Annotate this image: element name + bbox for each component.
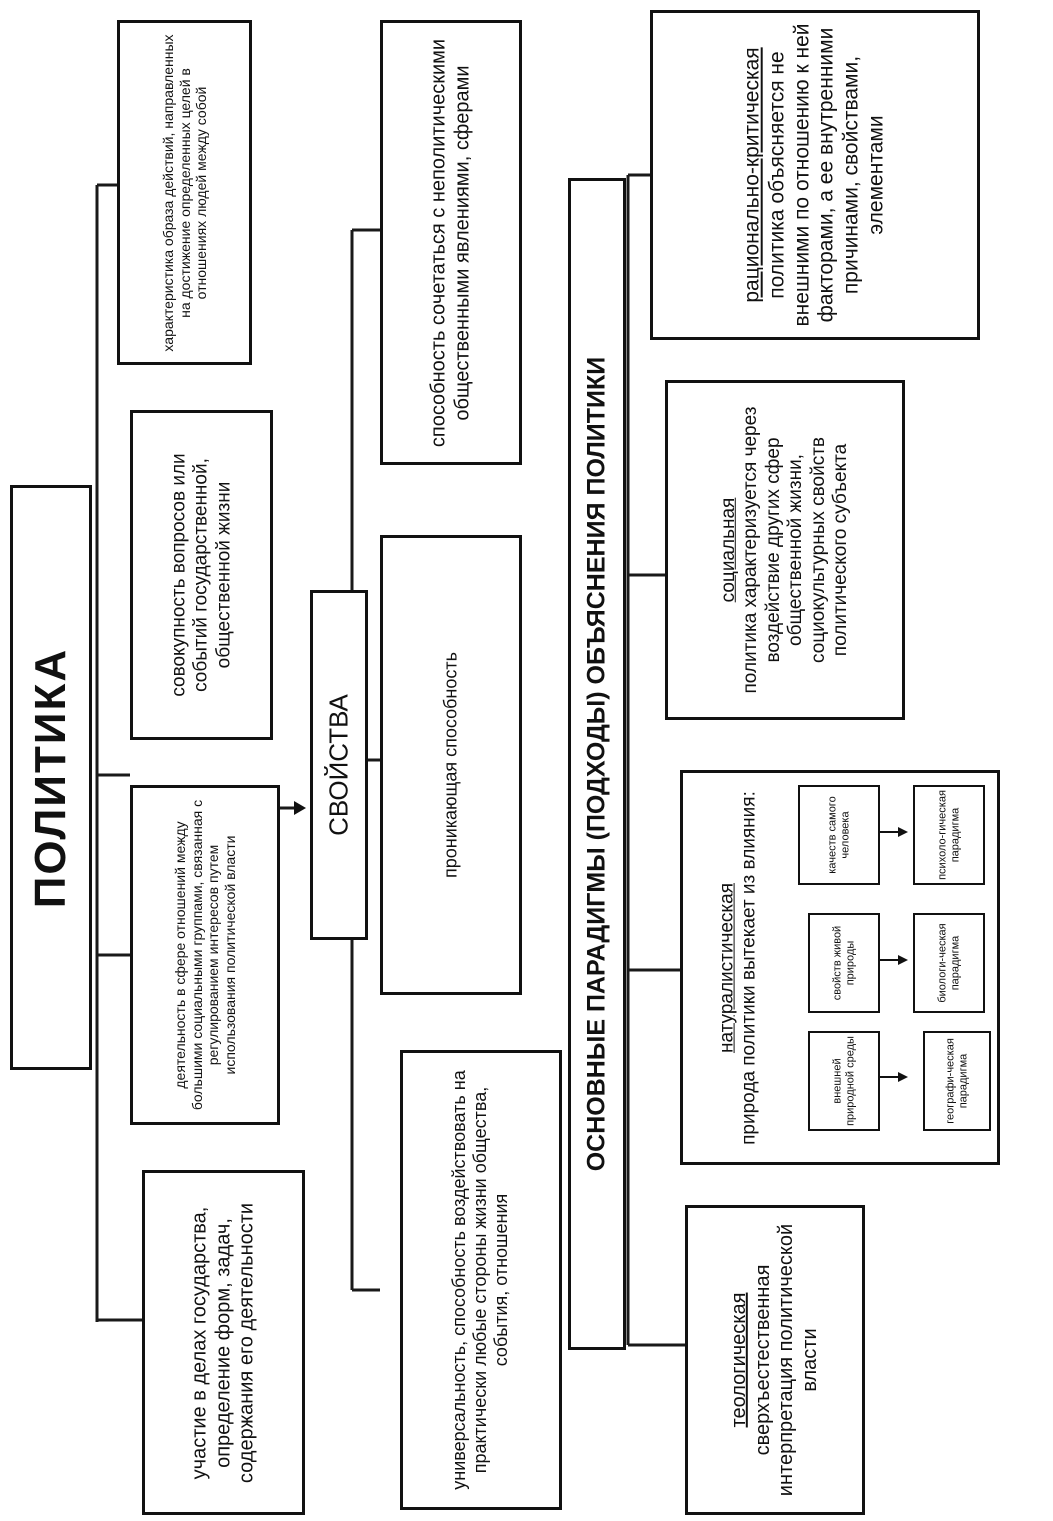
definition-text-2: деятельность в сфере отношений между большими социальными группами, связанная с регулированием интересов путем использования политической власти	[171, 799, 238, 1111]
properties-title-box	[310, 590, 368, 940]
title-text: ПОЛИТИКА	[26, 647, 76, 908]
paradigm-naturalistic-text: природа политики вытекает из влияния:	[739, 790, 760, 1145]
paradigm-theological-box	[685, 1205, 865, 1515]
paradigm-rational-critical-box	[650, 10, 980, 340]
property-box-3	[380, 20, 522, 465]
definition-text-3: совокупность вопросов или событий государственной, общественной жизни	[167, 453, 234, 697]
properties-title: СВОЙСТВА	[323, 694, 354, 836]
paradigm-theological-content	[728, 1215, 822, 1505]
title-box	[10, 485, 92, 1070]
paradigm-rational-critical-text: политика объясняется не внешними по отношению к ней факторами, а ее внутренними причинами, свойствами, элементами	[765, 23, 888, 327]
definition-box-1	[142, 1170, 305, 1515]
source-text-3: качеств самого человека	[826, 796, 851, 874]
paradigm-social-text: политика характеризуется через воздействие других сфер общественной жизни, социокультурных свойств политического субъекта	[740, 406, 851, 694]
definition-box-2	[130, 785, 280, 1125]
result-box-1	[923, 1031, 991, 1131]
property-text-1: универсальность, способность воздействовать на практически любые стороны жизни общества, события, отношения	[449, 1070, 512, 1490]
property-text-2: проникающая способность	[440, 652, 461, 878]
source-box-1	[808, 1031, 880, 1131]
paradigm-rational-critical-content	[741, 20, 890, 330]
property-text-3: способность сочетаться с неполитическими общественными явлениями, сферами	[427, 38, 473, 447]
paradigm-naturalistic-box	[680, 770, 1000, 1165]
paradigm-theological-text: сверхъестественная интерпретация политической власти	[751, 1223, 821, 1497]
paradigm-theological-name: теологическая	[727, 1292, 750, 1428]
definition-text-1: участие в делах государства, определение форм, задач, содержания его деятельности	[188, 1202, 258, 1483]
result-box-2	[913, 913, 985, 1013]
paradigm-rational-critical-name: рационально-критическая	[740, 47, 764, 303]
source-text-2: свойств живой природы	[831, 925, 856, 1001]
property-box-2	[380, 535, 522, 995]
result-text-1: географи-ческая парадигма	[944, 1038, 969, 1124]
result-text-3: психоло-гическая парадигма	[936, 790, 961, 880]
paradigm-social-content	[718, 390, 852, 710]
source-box-3	[798, 785, 880, 885]
definition-text-4: характеристика образа действий, направленных на достижение определенных целей в отношениях людей между собой	[159, 33, 209, 352]
source-text-1: внешней природной среды	[831, 1036, 856, 1126]
property-box-1	[400, 1050, 562, 1510]
result-text-2: биологи-ческая парадигма	[936, 923, 961, 1003]
paradigms-title-box	[568, 178, 626, 1350]
paradigm-naturalistic-name: натуралистическая	[716, 882, 738, 1053]
result-box-3	[913, 785, 985, 885]
paradigm-social-box	[665, 380, 905, 720]
source-box-2	[808, 913, 880, 1013]
paradigms-title: ОСНОВНЫЕ ПАРАДИГМЫ (ПОДХОДЫ) ОБЪЯСНЕНИЯ ПОЛИТИКИ	[582, 356, 611, 1172]
definition-box-4	[117, 20, 252, 365]
paradigm-social-name: социальная	[717, 497, 739, 603]
definition-box-3	[130, 410, 273, 740]
